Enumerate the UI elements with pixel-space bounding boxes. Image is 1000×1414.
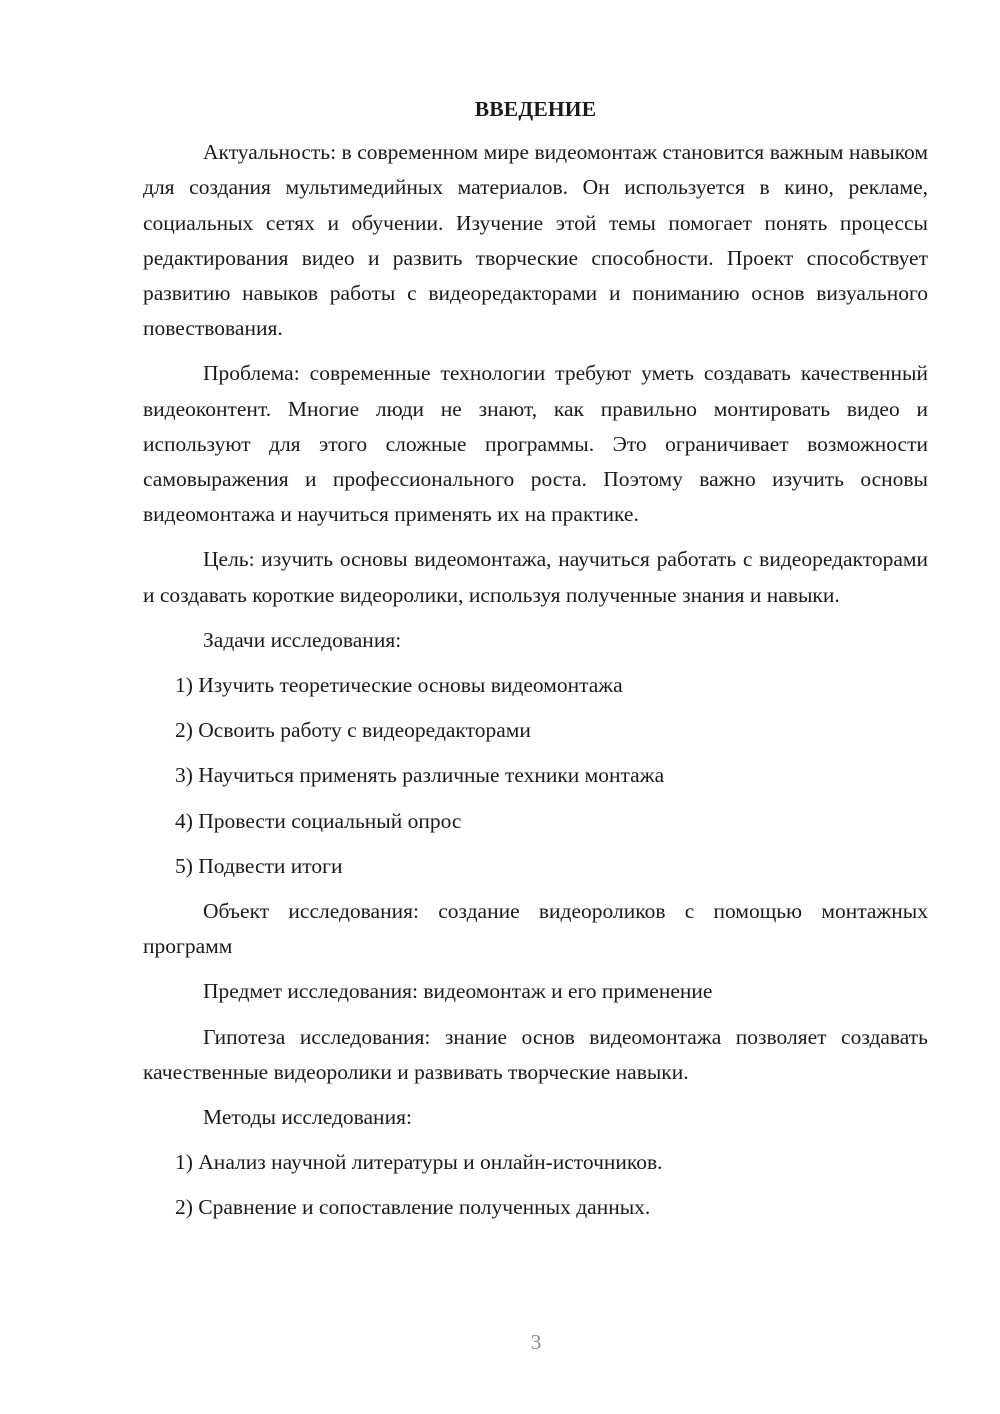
tasks-list — [143, 668, 928, 884]
page-content — [143, 92, 928, 1236]
task-item: 4) Провести социальный опрос — [175, 808, 462, 833]
page-number: 3 — [530, 1330, 542, 1354]
paragraph-object: Объект исследования: создание видеороликов с помощью монтажных программ — [143, 899, 928, 959]
paragraph-hypothesis: Гипотеза исследования: знание основ видеомонтажа позволяет создавать качественные видеоролики и развивать творческие навыки. — [143, 1024, 928, 1084]
paragraph-relevance: Актуальность: в современном мире видеомонтаж становится важным навыком для создания мультимедийных материалов. Он используется в кино, рекламе, социальных сетях и обучении. Изучение этой темы помогает понять процессы редактирования видео и развить творческие способности. Проект способствует развитию навыков работы с видеоредакторами и пониманию основ визуального повествования. — [143, 140, 928, 341]
tasks-label: Задачи исследования: — [203, 627, 402, 652]
paragraph-problem: Проблема: современные технологии требуют уметь создавать качественный видеоконтент. Многие люди не знают, как правильно монтировать видео и используют для этого сложные программы. Это ограничивает возможности самовыражения и профессионального роста. Поэтому важно изучить основы видеомонтажа и научиться применять их на практике. — [143, 361, 928, 527]
methods-label: Методы исследования: — [203, 1105, 412, 1130]
methods-list — [143, 1145, 928, 1225]
method-item: 2) Сравнение и сопоставление полученных данных. — [175, 1195, 651, 1220]
method-item: 1) Анализ научной литературы и онлайн-источников. — [175, 1150, 663, 1175]
paragraph-goal: Цель: изучить основы видеомонтажа, научиться работать с видеоредакторами и создавать короткие видеоролики, используя полученные знания и навыки. — [143, 547, 928, 607]
task-item: 1) Изучить теоретические основы видеомонтажа — [175, 673, 623, 698]
task-item: 2) Освоить работу с видеоредакторами — [175, 718, 531, 743]
task-item: 3) Научиться применять различные техники монтажа — [175, 763, 665, 788]
task-item: 5) Подвести итоги — [175, 853, 343, 878]
page-title: ВВЕДЕНИЕ — [474, 97, 597, 121]
paragraph-subject: Предмет исследования: видеомонтаж и его применение — [203, 979, 713, 1004]
